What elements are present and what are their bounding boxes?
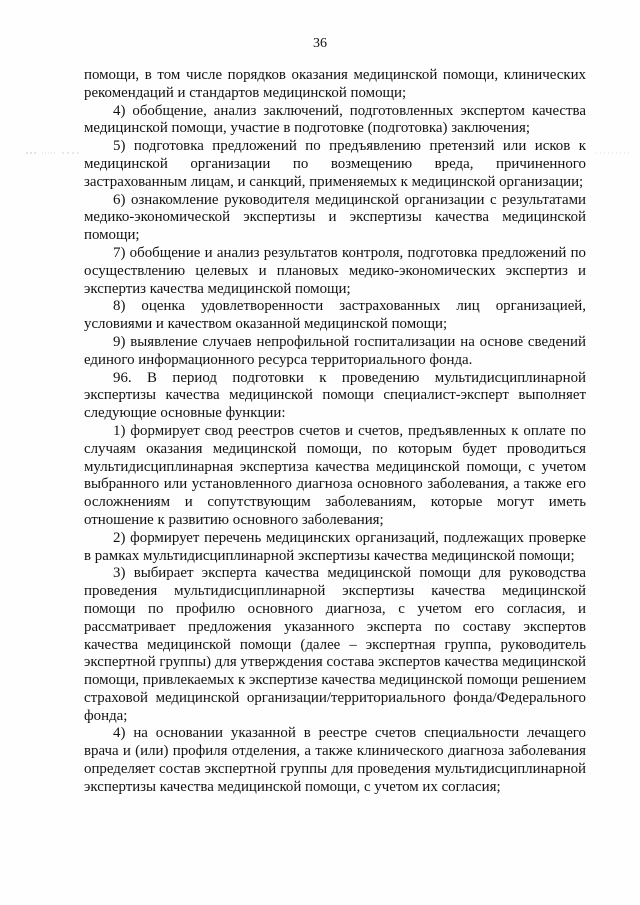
page-number: 36 [313, 36, 327, 51]
list-item-6: 6) ознакомление руководителя медицинской организации с результатами медико-экономической экспертизы и экспертизы качества медицинской помощи; [84, 191, 586, 244]
list-item-7: 7) обобщение и анализ результатов контроля, подготовка предложений по осуществлению целевых и плановых медико-экономических экспертиз и экспертиз качества медицинской помощи; [84, 244, 586, 297]
clause-96-item-1: 1) формирует свод реестров счетов и счетов, предъявленных к оплате по случаям оказания медицинской помощи, по которым будет проводиться мультидисциплинарная экспертиза качества медицинской помощи, с учетом выбранного или установленного диагноза основного заболевания, а также его осложнениям и сопутствующим заболеваниям, которые могут иметь отношение к развитию основного заболевания; [84, 422, 586, 528]
list-item-5: 5) подготовка предложений по предъявлению претензий или исков к медицинской организации по возмещению вреда, причиненного застрахованным лицам, и санкций, применяемых к медицинской организации; [84, 138, 586, 190]
list-item-9: 9) выявление случаев непрофильной госпитализации на основе сведений единого информационного ресурса территориального фонда. [84, 333, 586, 368]
list-item-8: 8) оценка удовлетворенности застрахованных лиц организацией, условиями и качеством оказанной медицинской помощи; [84, 298, 586, 333]
scan-artifact-right [596, 150, 632, 156]
document-body [84, 67, 586, 797]
scan-artifact-left [26, 150, 80, 156]
clause-96-item-4: 4) на основании указанной в реестре счетов специальности лечащего врача и (или) профиля отделения, а также клинического диагноза заболевания определяет состав экспертной группы для проведения мультидисциплинарной экспертизы качества медицинской помощи, с учетом их согласия; [84, 725, 586, 795]
clause-96-item-3: 3) выбирает эксперта качества медицинской помощи для руководства проведения мультидисциплинарной экспертизы качества медицинской помощи по профилю основного диагноза, с учетом его согласия, и рассматривает предложения указанного эксперта по составу экспертов качества медицинской помощи (далее – экспертная группа, руководитель экспертной группы) для утверждения состава экспертов качества медицинской помощи, привлекаемых к экспертизе качества медицинской помощи решением страховой медицинской организации/территориального фонда/Федерального фонда; [84, 565, 586, 724]
list-item-4: 4) обобщение, анализ заключений, подготовленных экспертом качества медицинской помощи, участие в подготовке (подготовка) заключения; [84, 102, 586, 137]
paragraph-continuation: помощи, в том числе порядков оказания медицинской помощи, клинических рекомендаций и стандартов медицинской помощи; [84, 67, 586, 101]
clause-96: 96. В период подготовки к проведению мультидисциплинарной экспертизы качества медицинской помощи специалист-эксперт выполняет следующие основные функции: [84, 369, 586, 422]
clause-96-item-2: 2) формирует перечень медицинских организаций, подлежащих проверке в рамках мультидисциплинарной экспертизы качества медицинской помощи; [84, 529, 586, 564]
